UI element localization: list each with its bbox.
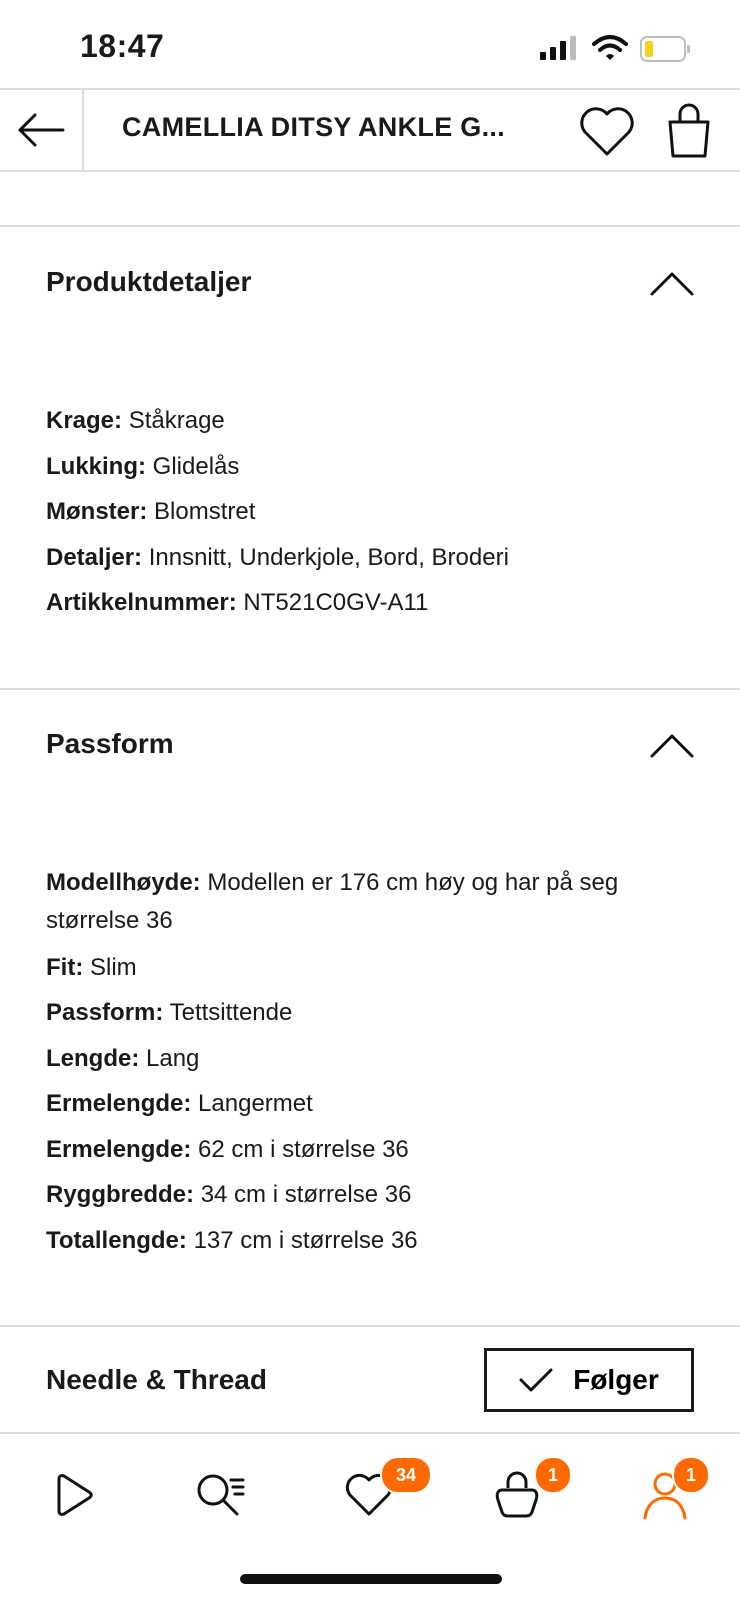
wishlist-badge: 34	[380, 1456, 432, 1494]
detail-pattern: Mønster: Blomstret	[46, 498, 256, 525]
detail-details: Detaljer: Innsnitt, Underkjole, Bord, Broderi	[46, 544, 509, 571]
fit-model-height: Modellhøyde: Modellen er 176 cm høy og har på seg størrelse 36	[46, 869, 619, 934]
fit-back-width: Ryggbredde: 34 cm i størrelse 36	[46, 1181, 412, 1208]
brand-name[interactable]: Needle & Thread	[46, 1364, 267, 1395]
detail-article-number: Artikkelnummer: NT521C0GV-A11	[46, 589, 429, 616]
bag-badge: 1	[534, 1456, 572, 1494]
follow-label: Følger	[573, 1364, 659, 1395]
header-top-divider	[0, 88, 740, 90]
status-time: 18:47	[80, 28, 165, 64]
fit-fit: Fit: Slim	[46, 954, 137, 981]
section-divider	[0, 1325, 740, 1327]
fit-title: Passform	[46, 728, 174, 759]
tab-home[interactable]	[38, 1462, 108, 1528]
section-divider	[0, 688, 740, 690]
fit-sleeve-type: Ermelengde: Langermet	[46, 1090, 313, 1117]
section-divider	[0, 225, 740, 227]
wifi-icon	[592, 34, 628, 62]
product-details-title: Produktdetaljer	[46, 266, 252, 297]
home-indicator	[240, 1574, 502, 1584]
fit-length: Lengde: Lang	[46, 1045, 200, 1072]
detail-collar: Krage: Ståkrage	[46, 407, 225, 434]
signal-icon	[540, 36, 580, 60]
fit-sleeve-length: Ermelengde: 62 cm i størrelse 36	[46, 1136, 409, 1163]
back-arrow-icon	[17, 112, 65, 148]
tab-bag[interactable]	[482, 1462, 558, 1528]
fit-total-length: Totallengde: 137 cm i størrelse 36	[46, 1227, 418, 1254]
tab-search[interactable]	[186, 1462, 256, 1528]
back-button[interactable]	[0, 90, 82, 170]
tab-profile[interactable]	[630, 1462, 700, 1528]
fit-shape: Passform: Tettsittende	[46, 999, 293, 1026]
wishlist-heart-icon[interactable]	[578, 104, 636, 158]
search-list-icon	[193, 1470, 249, 1520]
battery-icon	[640, 36, 692, 62]
chevron-up-icon[interactable]	[648, 268, 696, 298]
play-icon	[51, 1473, 95, 1517]
profile-badge: 1	[672, 1456, 710, 1494]
follow-button[interactable]	[484, 1348, 694, 1412]
shopping-bag-icon[interactable]	[664, 100, 714, 160]
checkmark-icon	[519, 1367, 553, 1393]
header-separator	[82, 90, 84, 170]
chevron-up-icon[interactable]	[648, 730, 696, 760]
header-bottom-divider	[0, 170, 740, 172]
product-title: CAMELLIA DITSY ANKLE G...	[122, 112, 506, 142]
tab-wishlist[interactable]	[334, 1462, 417, 1528]
detail-closure: Lukking: Glidelås	[46, 453, 240, 480]
tabbar-divider	[0, 1432, 740, 1434]
